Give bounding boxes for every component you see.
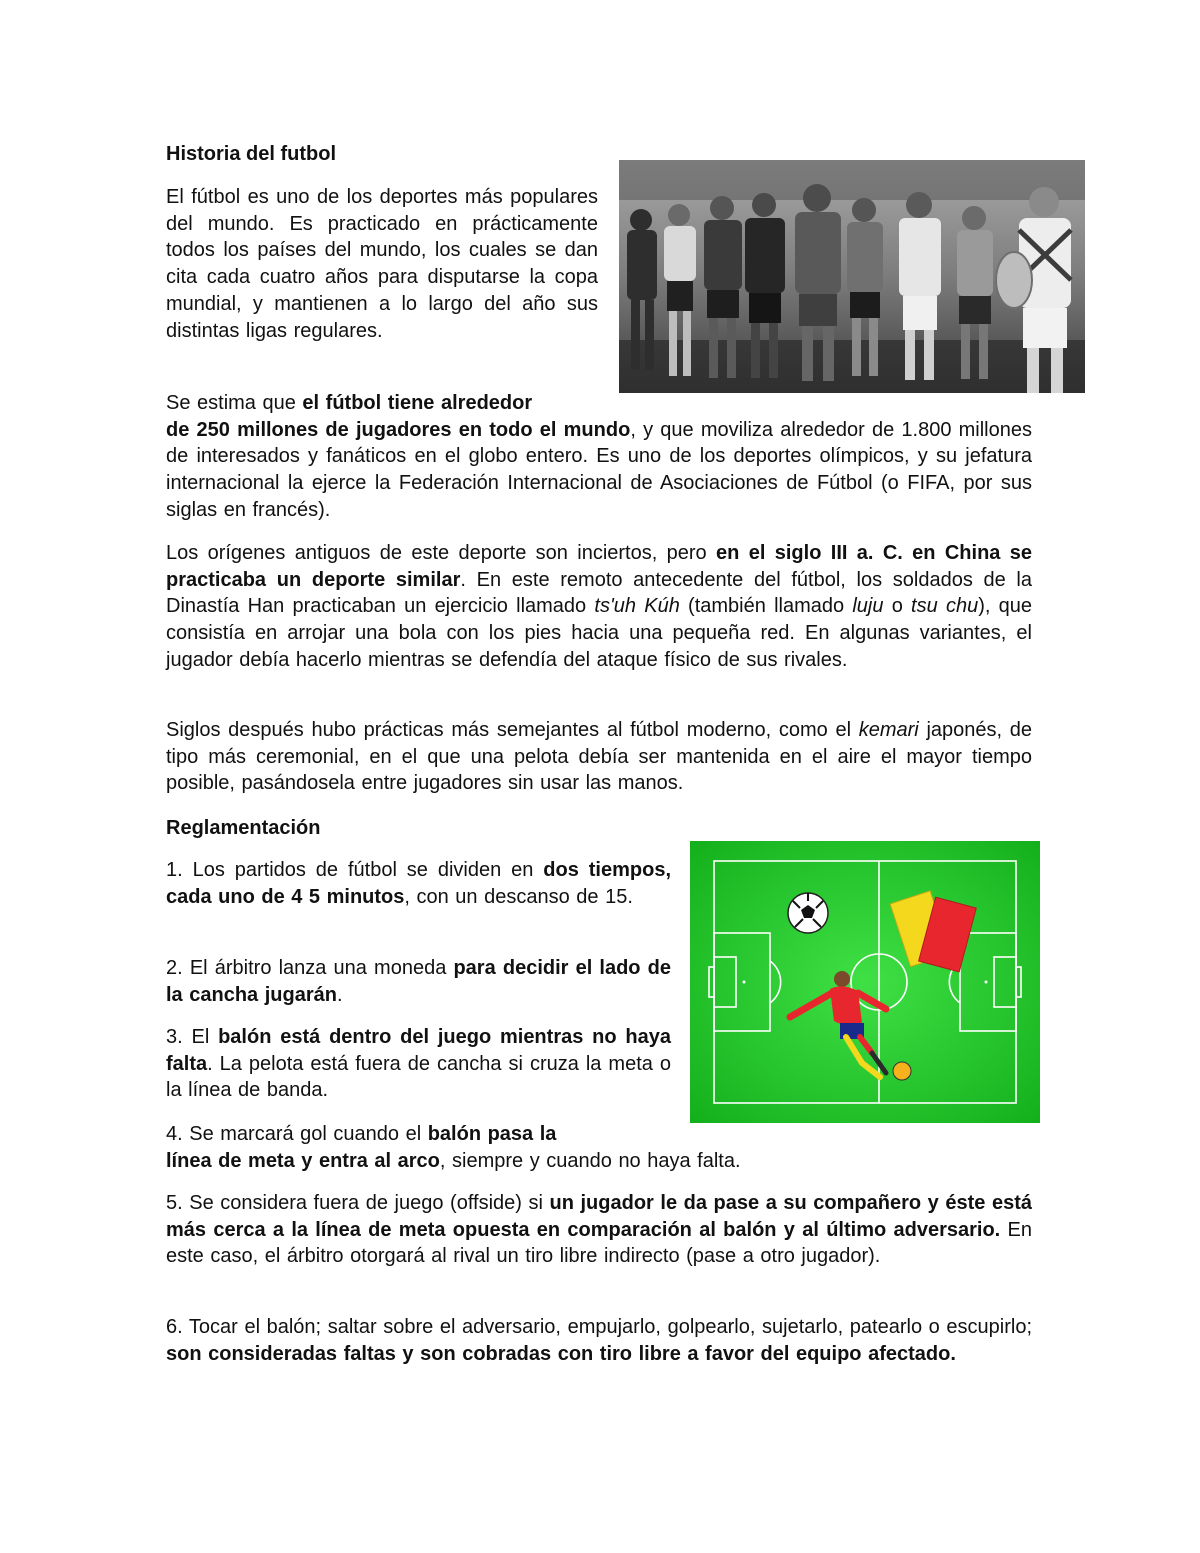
text-segment: . En este remoto antecedente del fútbol, los soldados de la Dinastía Han practicaban un ejercicio llamado <box>166 568 1033 618</box>
text-segment: Siglos después hubo prácticas más semejantes al fútbol moderno, como el <box>166 719 859 741</box>
text-segment: 1. Los partidos de fútbol se dividen en <box>166 859 544 881</box>
text-segment: 3. El <box>166 1026 219 1048</box>
text-segment: o <box>883 595 912 618</box>
text-segment: . <box>336 983 343 1006</box>
rule-2 <box>166 955 671 1008</box>
soccer-ball-icon <box>788 893 828 933</box>
text-segment: En este caso, el árbitro otorgará al rival un tiro libre indirecto (pase a otro jugador). <box>166 1218 1032 1268</box>
bold-segment: en el siglo III a. C. en China se practicaba un deporte similar <box>166 542 1033 591</box>
text-segment: 6. Tocar el balón; saltar sobre el adversario, empujarlo, golpearlo, sujetarlo, patearlo o escupirlo; <box>166 1316 1032 1338</box>
italic-segment: luju <box>852 595 884 618</box>
soccer-field-illustration <box>690 841 1040 1123</box>
rule-4-line1 <box>166 1121 671 1148</box>
paragraph-kemari <box>166 717 1032 797</box>
italic-segment: tsu chu <box>911 595 979 618</box>
team-photo-illustration <box>619 160 1085 393</box>
text-segment: ), que consistía en arrojar una bola con los pies hacia una pequeña red. En algunas variantes, el jugador debía hacerlo mientras se defendía del ataque físico de sus rivales. <box>166 595 1033 671</box>
text-segment: , siempre y cuando no haya falta. <box>439 1149 741 1172</box>
paragraph-players-count-rest <box>166 417 1032 524</box>
text-segment: 2. El árbitro lanza una moneda <box>166 957 454 979</box>
rule-4 <box>166 1121 1032 1174</box>
rule-1 <box>166 857 671 910</box>
italic-segment: ts'uh Kúh <box>594 595 680 618</box>
italic-segment: kemari <box>858 719 919 741</box>
text-segment: japonés, de tipo más ceremonial, en el que una pelota debía ser mantenida en el aire el mayor tiempo posible, pasándosela entre jugadores sin usar las manos. <box>166 719 1032 795</box>
text-segment: 5. Se considera fuera de juego (offside) si <box>166 1192 550 1214</box>
text-segment: , y que moviliza alrededor de 1.800 millones de interesados y fanáticos en el globo entero. Es uno de los deportes olímpicos, y su jefatura internacional la ejerce la Federación Internacional de Asociaciones de Fútbol (o FIFA, por sus siglas en francés). <box>166 418 1032 521</box>
rule-5 <box>166 1190 1032 1270</box>
text-segment: 4. Se marcará gol cuando el <box>166 1123 428 1145</box>
section-title-historia: Historia del futbol <box>166 143 336 165</box>
text-segment: Se estima que <box>166 392 303 414</box>
bold-segment: balón pasa la <box>427 1123 557 1145</box>
bold-segment: línea de meta y entra al arco <box>166 1149 440 1172</box>
bold-segment: un jugador le da pase a su compañero y éste está más cerca a la línea de meta opuesta en comparación al balón y al último adversario. <box>166 1192 1032 1241</box>
paragraph-players-count-line1 <box>166 390 598 417</box>
bold-segment: son consideradas faltas y son cobradas con tiro libre a favor del equipo afectado. <box>166 1342 956 1365</box>
bold-segment: balón está dentro del juego mientras no haya falta <box>166 1026 671 1075</box>
historic-team-photo <box>619 160 1085 393</box>
bold-segment: para decidir el lado de la cancha jugarán <box>166 957 671 1006</box>
intro-paragraph: El fútbol es uno de los deportes más populares del mundo. Es practicado en prácticamente todos los países del mundo, los cuales se dan cita cada cuatro años para disputarse la copa mundial, y mantienen a lo largo del año sus distintas ligas regulares. <box>166 186 598 342</box>
paragraph-players-count <box>166 390 1032 524</box>
bold-segment: dos tiempos, cada uno de 4 5 minutos <box>166 859 672 908</box>
bold-segment: de 250 millones de jugadores en todo el mundo <box>166 418 631 441</box>
text-segment: . La pelota está fuera de cancha si cruza la meta o la línea de banda. <box>166 1052 671 1102</box>
soccer-field-drawing <box>690 841 1040 1123</box>
text-segment: Los orígenes antiguos de este deporte son inciertos, pero <box>166 542 717 564</box>
bold-segment: el fútbol tiene alrededor <box>302 392 533 414</box>
paragraph-origins <box>166 540 1032 674</box>
rule-3 <box>166 1024 671 1104</box>
rule-6 <box>166 1314 1032 1367</box>
text-segment: (también llamado <box>679 595 853 618</box>
section-title-reglamentacion: Reglamentación <box>166 817 321 839</box>
text-segment: , con un descanso de 15. <box>404 885 633 908</box>
rule-4-line2 <box>166 1148 1032 1175</box>
